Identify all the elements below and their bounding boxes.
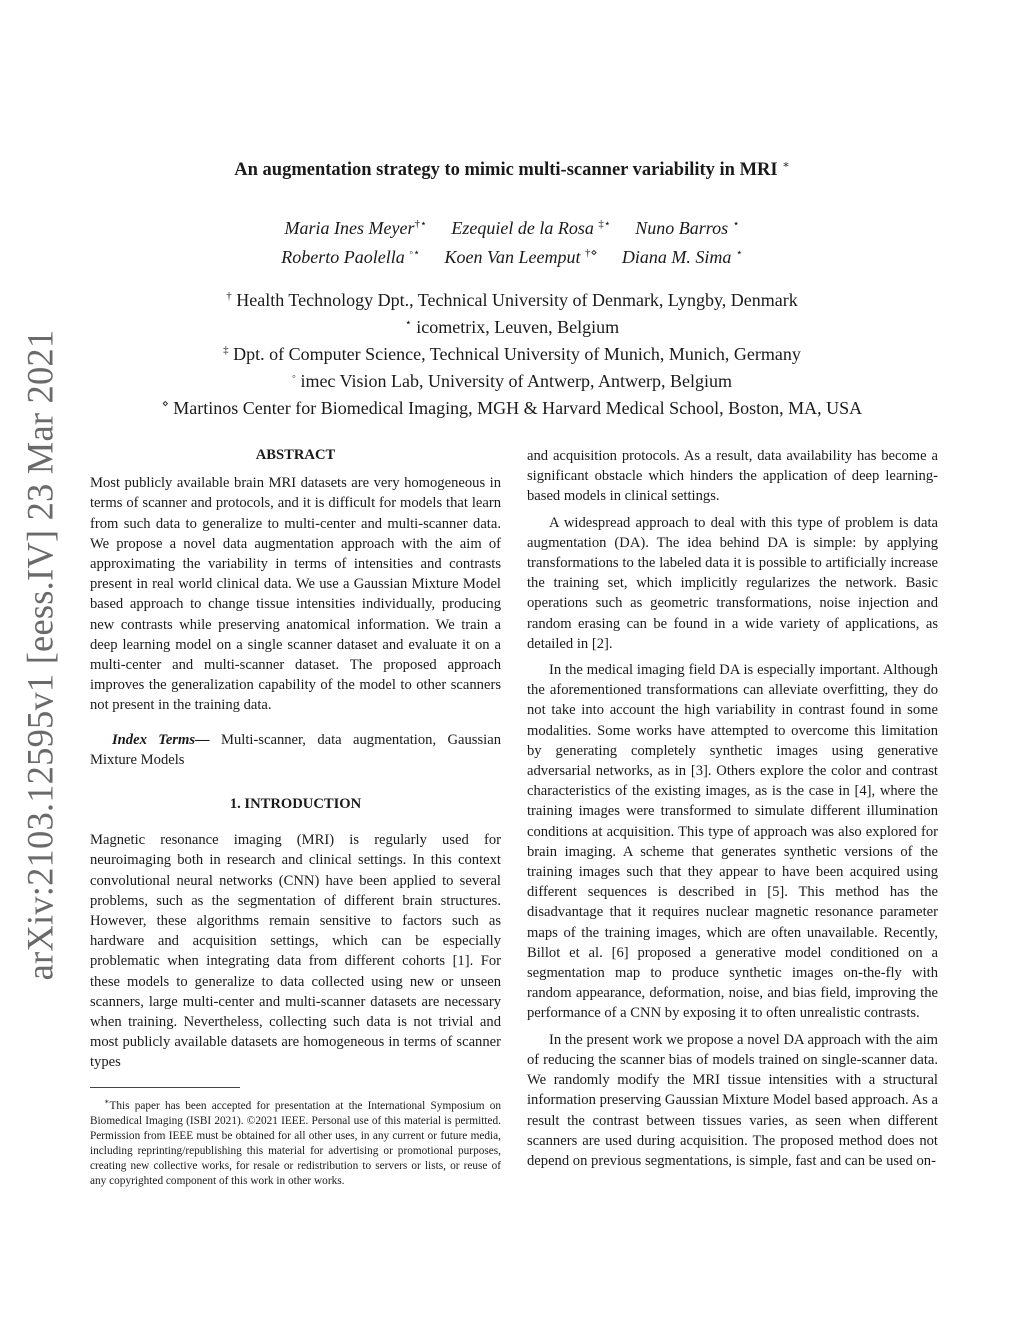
footnote (90, 1094, 501, 1190)
index-terms-text: Multi-scanner, data augmentation, Gaussian Mixture Models (90, 731, 501, 768)
author-list (100, 212, 924, 270)
author-row (100, 241, 924, 270)
author-name: Roberto Paolella (281, 247, 405, 267)
footnote-mark: ∗ (104, 1096, 110, 1106)
affiliation-mark: ⋆ (404, 317, 412, 329)
introduction-paragraph: A widespread approach to deal with this type of problem is data augmentation (DA). The idea behind DA is simple: by applying transformations to the labeled data it is possible to artificially increase the training set, which implicitly regularizes the network. Basic operations such as geometric transformations, noise injection and random erasing can be found in a wide variety of applications, as detailed in [2]. (527, 514, 938, 652)
author-marks: †⋆ (414, 218, 427, 230)
author-name: Koen Van Leemput (444, 247, 581, 267)
affiliation-text: icometrix, Leuven, Belgium (416, 317, 620, 337)
arxiv-identifier (14, 329, 66, 981)
affiliation-text: imec Vision Lab, University of Antwerp, Antwerp, Belgium (300, 371, 732, 391)
footnote-rule (90, 1087, 240, 1088)
affiliation (80, 366, 944, 393)
title-footnote-mark: ∗ (782, 159, 790, 171)
index-terms-label: Index Terms— (112, 731, 210, 748)
author (635, 212, 739, 241)
author-marks: ◦⋆ (409, 247, 420, 259)
introduction-paragraph: In the present work we propose a novel DA approach with the aim of reducing the scanner bias of models trained on single-scanner data. We randomly modify the MRI tissue intensities with a structural information preserving Gaussian Mixture Model based approach. As a result the contrast between tissues varies, as seen when different scanners are used during acquisition. The proposed method does not depend on previous segmentations, is simple, fast and can be used on- (527, 1031, 938, 1169)
affiliation (80, 339, 944, 366)
author-name: Ezequiel de la Rosa (451, 218, 594, 238)
author (445, 241, 598, 270)
arxiv-identifier-text: arXiv:2103.12595v1 [eess.IV] 23 Mar 2021 (19, 329, 61, 981)
author-marks: †⋄ (584, 247, 598, 259)
author-name: Nuno Barros (635, 218, 729, 238)
abstract-heading: ABSTRACT (255, 447, 336, 463)
author (622, 241, 743, 270)
author-marks: ‡⋆ (598, 218, 611, 230)
right-column (527, 446, 938, 1171)
affiliation (80, 393, 944, 420)
author (285, 212, 427, 241)
footnote-text: This paper has been accepted for presentation at the International Symposium on Biomedical Imaging (ISBI 2021). ©2021 IEEE. Personal use of this material is permitted. Permission from IEEE must be obtained for all other uses, in any current or future media, including reprinting/republishing this material for advertising or promotional purposes, creating new collective works, for resale or redistribution to servers or lists, or reuse of any copyrighted component of this work in other works. (90, 1099, 501, 1188)
affiliation-mark: † (226, 290, 232, 302)
introduction-heading: 1. INTRODUCTION (229, 796, 362, 813)
affiliation-text: Martinos Center for Biomedical Imaging, MGH & Harvard Medical School, Boston, MA, USA (173, 398, 863, 418)
affiliation-mark: ⋄ (161, 398, 169, 410)
abstract-text: Most publicly available brain MRI datasets are very homogeneous in terms of scanner and protocols, and it is difficult for models that learn from such data to generalize to multi-center and multi-scanner data. We propose a novel data augmentation approach with the aim of approximating the variability in terms of intensities and contrasts present in real world clinical data. We use a Gaussian Mixture Model based approach to change tissue intensities individually, producing new contrasts while preserving anatomical information. We train a deep learning model on a single scanner dataset and evaluate it on a multi-center and multi-scanner dataset. The proposed approach improves the generalization capability of the model to other scanners not present in the training data. (90, 475, 501, 714)
affiliation-mark: ‡ (223, 344, 229, 356)
author-marks: ⋆ (732, 218, 740, 230)
left-column (90, 445, 501, 1190)
index-terms (90, 730, 501, 770)
author-name: Diana M. Sima (621, 247, 732, 267)
author-name: Maria Ines Meyer (284, 218, 415, 238)
affiliation (80, 285, 944, 312)
paper-title-text: An augmentation strategy to mimic multi-scanner variability in MRI (234, 160, 778, 181)
introduction-paragraph: In the medical imaging field DA is especially important. Although the aforementioned transformations can alleviate overfitting, they do not take into account the high variability in contrast found in some modalities. Some works have attempted to overcome this limitation by generating completely synthetic images using generative adversarial networks, as in [3]. Others explore the color and contrast characteristics of the existing images, as is the case in [4], where the training images were transformed to simulate different illumination conditions at acquisition. This type of approach was also explored for brain imaging. A scheme that generates synthetic versions of the training images such that they appear to have been acquired using different sequences is described in [5]. This method has the disadvantage that it requires nuclear magnetic resonance parameter maps of the training images, which are often unavailable. Recently, Billot et al. [6] proposed a generative model conditioned on a segmentation map to produce synthetic images on-the-fly with random appearance, deformation, noise, and bias field, improving the performance of a CNN by exposing it to often unrealistic contrasts. (527, 662, 938, 1022)
affiliation-mark: ◦ (292, 371, 296, 383)
author (281, 241, 420, 270)
author-row (100, 212, 924, 241)
introduction-paragraph-continued: and acquisition protocols. As a result, data availability has become a significant obstacle which hinders the application of deep learning-based models in clinical settings. (527, 448, 938, 505)
affiliation-text: Health Technology Dpt., Technical University of Denmark, Lyngby, Denmark (236, 290, 798, 310)
paper-title (100, 158, 924, 181)
author-marks: ⋆ (735, 247, 743, 259)
author (451, 212, 610, 241)
affiliations (80, 285, 944, 420)
affiliation (80, 312, 944, 339)
affiliation-text: Dpt. of Computer Science, Technical University of Munich, Munich, Germany (233, 344, 801, 364)
introduction-paragraph: Magnetic resonance imaging (MRI) is regularly used for neuroimaging both in research and clinical settings. In this context convolutional neural networks (CNN) have been applied to several problems, such as the segmentation of different brain structures. However, these algorithms remain sensitive to factors such as hardware and acquisition settings, which can be especially problematic when integrating data from different cohorts [1]. For these models to generalize to data collected using new or unseen scanners, large multi-center and multi-scanner datasets are necessary when training. Nevertheless, collecting such data is not trivial and most publicly available datasets are homogeneous in terms of scanner types (90, 832, 501, 1071)
